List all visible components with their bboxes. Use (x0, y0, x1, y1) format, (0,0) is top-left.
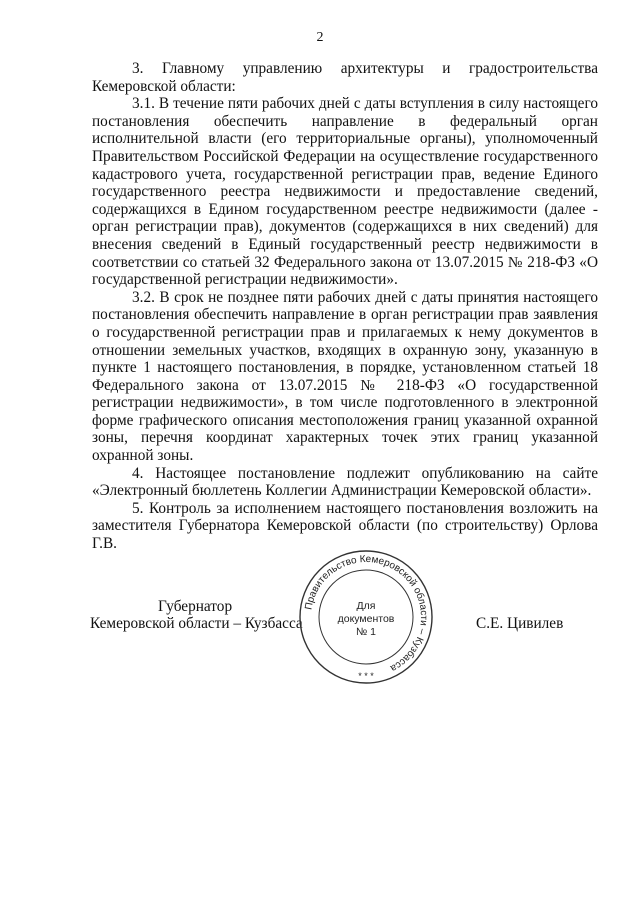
seal-ring-text: Правительство Кемеровской области – Кузбасса (303, 553, 430, 674)
seal-center-line2: документов (337, 613, 395, 625)
page-number: 2 (316, 30, 324, 45)
official-seal-stamp (296, 547, 436, 687)
paragraph-5: 5. Контроль за исполнением настоящего постановления возложить на заместителя Губернатора Кемеровской области (по строительству) Орлова Г.В. (92, 499, 598, 553)
seal-center-line3: № 1 (355, 626, 377, 638)
signer-title-line2: Кемеровской области – Кузбасса (90, 615, 303, 632)
paragraph-3-2: 3.2. В срок не позднее пяти рабочих дней с даты принятия настоящего постановления обеспечить направление в орган регистрации прав заявления о государственной регистрации прав и прилагаемых к нему документов в отношении земельных участков, входящих в охранную зону, указанную в пункте 1 настоящего постановления, в порядке, установленном статьей 18 Федерального закона от 13.07.2015 № 218-ФЗ «О государственной регистрации недвижимости», в том числе подготовленного в электронной форме графического описания местоположения границ указанной охранной зоны, перечня координат характерных точек этих границ указанной охранной зоны. (92, 288, 598, 465)
document-body (92, 60, 598, 553)
paragraph-4: 4. Настоящее постановление подлежит опубликованию на сайте «Электронный бюллетень Коллегии Администрации Кемеровской области». (92, 464, 598, 500)
paragraph-3-1: 3.1. В течение пяти рабочих дней с даты вступления в силу настоящего постановления обеспечить направление в федеральный орган исполнительной власти (его территориальные органы), уполномоченный Правительством Российской Федерации на осуществление государственного кадастрового учета, государственной регистрации прав, ведение Единого государственного реестра недвижимости и предоставление сведений, содержащихся в Едином государственном реестре недвижимости (далее - орган регистрации прав), документов (содержащихся в них сведений) для внесения сведений в Единый государственный реестр недвижимости в соответствии со статьей 32 Федерального закона от 13.07.2015 № 218-ФЗ «О государственной регистрации недвижимости». (92, 95, 598, 289)
signer-title-line1: Губернатор (158, 598, 233, 615)
paragraph-3: 3. Главному управлению архитектуры и градостроительства Кемеровской области: (92, 60, 598, 95)
seal-graphic (296, 547, 436, 687)
seal-center-line1: Для (356, 600, 376, 612)
signer-name: С.Е. Цивилев (476, 615, 564, 632)
seal-stars: * * * (358, 671, 374, 681)
